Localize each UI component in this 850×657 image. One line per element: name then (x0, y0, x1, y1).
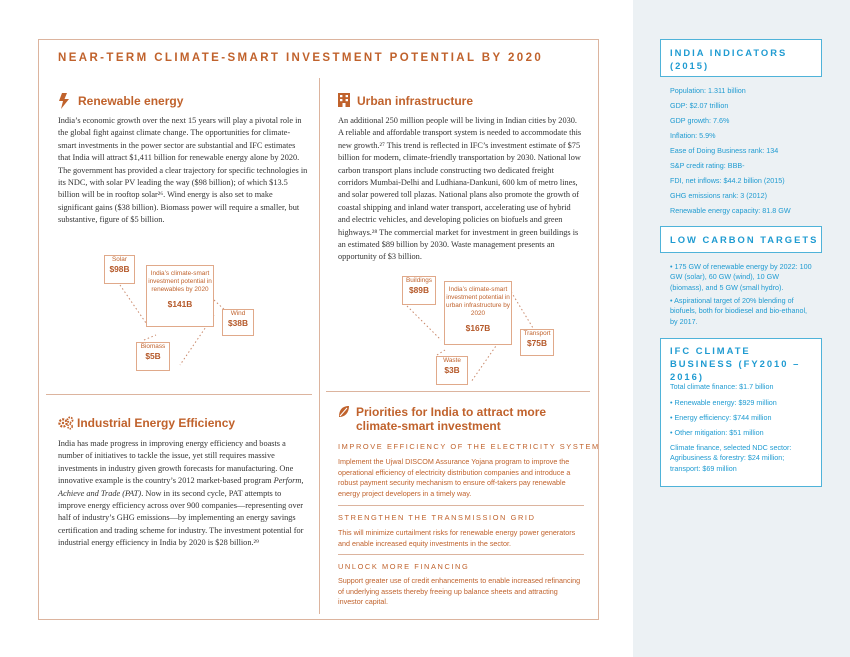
page-title: NEAR-TERM CLIMATE-SMART INVESTMENT POTENTIAL BY 2020 (58, 52, 544, 64)
biomass-label: Biomass (140, 343, 166, 350)
urban-heading: Urban infrastructure (357, 94, 474, 108)
wind-box (222, 309, 254, 336)
business-footer: Climate finance, selected NDC sector: Agribusiness & forestry: $24 million; transport: $69 million (670, 443, 792, 473)
solar-label: Solar (112, 256, 127, 263)
solar-box (104, 255, 135, 284)
indicator-line: GDP growth: 7.6% (670, 116, 730, 125)
renewables-center-box (146, 265, 214, 327)
indicator-line: Ease of Doing Business rank: 134 (670, 146, 779, 155)
wind-value: $38B (227, 318, 249, 329)
waste-label: Waste (443, 357, 461, 364)
indicator-line: Inflation: 5.9% (670, 131, 716, 140)
indicator-line: S&P credit rating: BBB- (670, 161, 745, 170)
urban-body: An additional 250 million people will be living in Indian cities by 2030. A reliable and affordable transport system is needed to accommodate this new growth.²⁷ This trend is reflected in IFC’s investment estimate of $75 billion for modern, climate-friendly transportation by 2030. National low carbon transport plans include constructing two dedicated freight corridors Mumbai-Delhi and Ludhiana-Dankuni, 600 km of metro lines, and solar powered toll plazas. National plans also promote the growth of coastal shipping and inland water transport, accelerating use of hybrid and electric vehicles, and developing policies on biofuels and green highways.²⁸ The commercial market for investment in green buildings is an estimated $89 billion by 2030. Waste management presents an opportunity of $3 billion. (338, 116, 582, 262)
biomass-box (136, 342, 170, 371)
waste-value: $3B (444, 365, 460, 376)
indicator-line: GHG emissions rank: 3 (2012) (670, 191, 768, 200)
indicator-line: FDI, net inflows: $44.2 billion (2015) (670, 176, 785, 185)
building-icon (338, 93, 350, 107)
solar-value: $98B (109, 264, 130, 275)
renewable-heading: Renewable energy (78, 94, 184, 108)
industrial-heading: Industrial Energy Efficiency (77, 416, 236, 430)
buildings-box (402, 276, 436, 305)
targets-heading: LOW CARBON TARGETS (670, 234, 819, 245)
business-line: Total climate finance: $1.7 billion (670, 382, 774, 391)
section-divider-left (46, 394, 312, 395)
indicator-line: Renewable energy capacity: 81.8 GW (670, 206, 791, 215)
urban-center-value: $167B (465, 323, 491, 333)
industrial-body-part2: . Now in its second cycle, PAT attempts to improve energy efficiency across over 900 companies—representing over half of industry’s GHG emissions—by implementing an energy savings certification and trading scheme for industry. The investment potential for industrial energy efficiency in India by 2020 is $28 billion.²⁹ (58, 488, 304, 548)
priority-text-2: This will minimize curtailment risks for renewable energy power generators and enable increased equity investments in the sector. (338, 528, 576, 548)
industrial-body (58, 438, 308, 550)
transport-value: $75B (526, 338, 548, 349)
priority-head-1: IMPROVE EFFICIENCY OF THE ELECTRICITY SYSTEM (338, 442, 600, 451)
indicator-line: GDP: $2.07 trillion (670, 101, 729, 110)
wind-label: Wind (230, 310, 246, 317)
gears-icon (58, 416, 74, 430)
priority-head-2: STRENGTHEN THE TRANSMISSION GRID (338, 513, 536, 522)
business-line: • Other mitigation: $51 million (670, 428, 764, 437)
sidebar-background (633, 0, 850, 657)
buildings-label: Buildings (406, 277, 432, 284)
waste-box (436, 356, 468, 385)
priority-text-3: Support greater use of credit enhancements to enable increased refinancing of underlying assets thereby freeing up balance sheets and attracting investor capital. (338, 576, 581, 607)
target-bullet: • Aspirational target of 20% blending of biofuels, both for biodiesel and bio-ethanol, by 2017. (670, 296, 808, 326)
column-divider (319, 78, 320, 614)
priorities-heading: Priorities for India to attract more climate-smart investment (356, 405, 547, 433)
indicator-line: Population: 1.311 billion (670, 86, 746, 95)
renewable-body: India’s economic growth over the next 15 years will play a pivotal role in the global fight against climate change. The opportunities for climate-smart investments in the power sector are substantial and IFC estimates that India will attract $1,411 billion for renewable energy alone by 2020. The government has provided a clear trajectory for specific technologies in its NDC, with solar PV leading the way ($98 billion); of which $13.5 billion will be in rooftop solar²⁶. Wind energy is also set to make significant gains ($38 billion). Biomass power will require a smaller, but substantive, figure of $5 billion. (58, 116, 308, 225)
renewables-center-label: India’s climate-smart investment potential in renewables by 2020 (148, 270, 212, 293)
urban-center-box (444, 281, 512, 345)
priority-separator-1 (338, 505, 584, 506)
buildings-value: $89B (408, 285, 430, 296)
transport-box (520, 329, 554, 356)
target-bullet: • 175 GW of renewable energy by 2022: 100 GW (solar), 60 GW (wind), 10 GW (biomass), and 5 GW (small hydro). (670, 262, 812, 292)
industrial-body-part1: India has made progress in improving energy efficiency and boasts a number of initiatives to tackle the issue, yet still requires massive investments in industry given growth forecasts for manufacturing. One innovative example is the country’s 2012 market-based program (58, 439, 294, 486)
priority-text-1: Implement the Ujwal DISCOM Assurance Yojana program to improve the operational efficiency of electricity distribution companies and introduce a robust payment security mechanism to ensure off-takers pay renewable energy project developers in a timely way. (338, 457, 571, 498)
priority-head-3: UNLOCK MORE FINANCING (338, 562, 470, 571)
industrial-program-name: Perform, Achieve and Trade (PAT) (58, 476, 304, 498)
urban-center-label: India’s climate-smart investment potential in urban infrastructure by 2020 (446, 286, 510, 317)
business-heading: IFC CLIMATE BUSINESS (FY2010 – 2016) (670, 345, 801, 382)
renewables-center-value: $141B (167, 299, 193, 309)
business-line: • Renewable energy: $929 million (670, 398, 777, 407)
transport-label: Transport (523, 330, 551, 337)
indicators-heading: INDIA INDICATORS (2015) (670, 47, 788, 71)
lightning-bolt-icon (58, 93, 70, 109)
business-line: • Energy efficiency: $744 million (670, 413, 772, 422)
priority-separator-2 (338, 554, 584, 555)
biomass-value: $5B (145, 351, 161, 362)
leaf-icon (338, 405, 350, 418)
section-divider-right (326, 391, 590, 392)
